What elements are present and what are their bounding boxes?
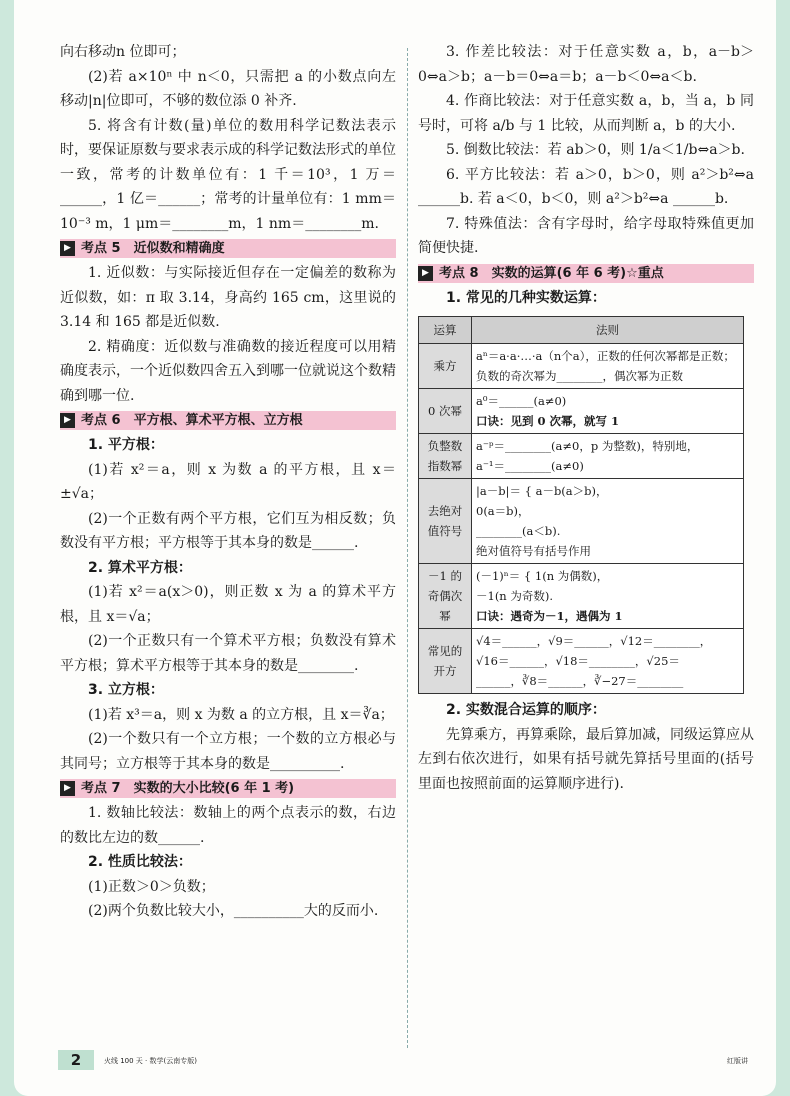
paragraph: (2)两个负数比较大小，__________大的反而小. <box>88 903 379 919</box>
table-cell-rule <box>472 629 744 694</box>
section-heading <box>418 264 754 283</box>
paragraph: 1. 近似数：与实际接近但存在一定偏差的数称为近似数，如：π 取 3.14，身高约 165 cm，这里说的 3.14 和 165 都是近似数. <box>60 265 396 330</box>
rule-line: ________(a＜b). <box>476 524 561 538</box>
section-heading <box>60 779 396 798</box>
table-cell-rule <box>472 434 744 479</box>
section-heading <box>60 411 396 430</box>
paragraph: (1)若 x²＝a(x＞0)，则正数 x 为 a 的算术平方根，且 x＝√a； <box>60 584 396 625</box>
table-cell-op: 去绝对值符号 <box>419 479 472 564</box>
paragraph: 5. 将含有计数(量)单位的数用科学记数法表示时，要保证原数与要求表示成的科学记数法形式的单位一致，常考的计数单位有：1 千＝10³，1 万＝______，1 亿＝______；常考的计量单位有：1 mm＝10⁻³ m，1 μm＝________m，1 nm＝________m. <box>60 117 396 232</box>
footer <box>58 1050 748 1072</box>
footer-right: 红版讲 <box>727 1057 748 1065</box>
rule-line: a⁻ᵖ＝________(a≠0，p 为整数)，特别地， <box>476 439 699 453</box>
table-row <box>419 564 744 629</box>
table-cell-rule <box>472 479 744 564</box>
section-heading-text: 考点 7 实数的大小比较(6 年 1 考) <box>81 781 295 796</box>
rule-line: 0(a＝b)， <box>476 504 530 518</box>
table-header-op: 运算 <box>419 317 472 344</box>
paragraph: (2)若 a×10ⁿ 中 n＜0，只需把 a 的小数点向左移动|n|位即可，不够的数位添 0 补齐. <box>60 68 396 109</box>
paragraph: (1)若 x²＝a，则 x 为数 a 的平方根，且 x＝±√a； <box>60 461 396 502</box>
play-arrow-icon: ▶ <box>418 266 433 281</box>
paragraph: (1)正数＞0＞负数； <box>88 878 215 895</box>
table-cell-op: 乘方 <box>419 344 472 389</box>
play-arrow-icon: ▶ <box>60 781 75 796</box>
rule-line: aⁿ＝a·a·…·a（n个a），正数的任何次幂都是正数；负数的奇次幂为________，偶次幂为正数 <box>476 349 735 383</box>
page <box>14 0 776 1096</box>
rule-line: a⁻¹＝________(a≠0) <box>476 459 584 473</box>
rule-line: ______，∛8＝______，∛−27＝________ <box>476 674 684 688</box>
paragraph: 先算乘方，再算乘除，最后算加减，同级运算应从左到右依次进行，如果有括号就先算括号里面的(括号里面也按照前面的运算顺序进行). <box>418 726 754 792</box>
section-heading-text: 考点 5 近似数和精确度 <box>81 241 225 256</box>
table-row <box>419 344 744 389</box>
paragraph: 2. 精确度：近似数与准确数的接近程度可以用精确度表示，一个近似数四舍五入到哪一位就说这个数精确到哪一位. <box>60 338 396 404</box>
table-row <box>419 629 744 694</box>
rule-line: －1(n 为奇数). <box>476 589 554 603</box>
table-cell-op: 常见的开方 <box>419 629 472 694</box>
paragraph: 4. 作商比较法：对于任意实数 a，b，当 a，b 同号时，可将 a/b 与 1 比较，从而判断 a，b 的大小. <box>418 93 754 134</box>
section-heading-text: 考点 8 实数的运算(6 年 6 考)☆重点 <box>439 265 664 281</box>
rule-line: 口诀：见到 0 次幂，就写 1 <box>476 414 620 428</box>
table-cell-op: 负整数指数幂 <box>419 434 472 479</box>
paragraph: 1. 数轴比较法：数轴上的两个点表示的数，右边的数比左边的数______. <box>60 805 396 846</box>
paragraph: (2)一个正数只有一个算术平方根；负数没有算术平方根；算术平方根等于其本身的数是________. <box>60 633 396 674</box>
paragraph: 7. 特殊值法：含有字母时，给字母取特殊值更加简便快捷. <box>418 215 754 256</box>
paragraph: 向右移动n 位即可； <box>60 44 186 60</box>
column-divider <box>407 48 408 1048</box>
operations-table <box>418 316 744 694</box>
paragraph: (1)若 x³＝a，则 x 为数 a 的立方根，且 x＝∛a； <box>88 706 394 723</box>
table-cell-op: －1 的奇偶次幂 <box>419 564 472 629</box>
rule-line: |a－b|＝ { a－b(a＞b)， <box>476 484 608 498</box>
paragraph: 3. 立方根： <box>88 682 164 698</box>
paragraph: 2. 性质比较法： <box>88 854 192 870</box>
paragraph: 2. 算术平方根： <box>88 559 192 576</box>
table-cell-rule <box>472 564 744 629</box>
table-row <box>419 479 744 564</box>
page-number: 2 <box>58 1050 94 1070</box>
rule-line: a⁰＝______(a≠0) <box>476 394 567 408</box>
paragraph: 1. 平方根： <box>88 437 164 453</box>
paragraph: (2)一个数只有一个立方根；一个数的立方根必与其同号；立方根等于其本身的数是__________. <box>60 731 396 772</box>
section-heading <box>60 239 396 258</box>
left-column <box>60 40 396 924</box>
paragraph: 3. 作差比较法：对于任意实数 a，b，a－b＞0⇔a＞b；a－b＝0⇔a＝b；a－b＜0⇔a＜b. <box>418 44 754 85</box>
table-row <box>419 434 744 479</box>
paragraph: (2)一个正数有两个平方根，它们互为相反数；负数没有平方根；平方根等于其本身的数是______. <box>60 510 396 551</box>
table-row <box>419 389 744 434</box>
rule-line: 口诀：遇奇为－1，遇偶为 1 <box>476 609 623 623</box>
rule-line: √16＝______，√18＝________，√25＝ <box>476 654 680 668</box>
paragraph: 2. 实数混合运算的顺序： <box>446 702 606 718</box>
paragraph: 5. 倒数比较法：若 ab＞0，则 1/a＜1/b⇔a＞b. <box>446 142 745 158</box>
rule-line: (－1)ⁿ＝ { 1(n 为偶数)， <box>476 569 609 583</box>
section-heading-text: 考点 6 平方根、算术平方根、立方根 <box>81 413 303 428</box>
play-arrow-icon: ▶ <box>60 241 75 256</box>
table-header-rule: 法则 <box>472 317 744 344</box>
paragraph: 6. 平方比较法：若 a＞0，b＞0，则 a²＞b²⇔a ______b. 若 a＜0，b＜0，则 a²＞b²⇔a ______b. <box>418 166 754 207</box>
paragraph: 1. 常见的几种实数运算： <box>446 289 606 306</box>
table-cell-rule <box>472 344 744 389</box>
footer-title: 火线 100 天 · 数学(云南专版) <box>104 1057 197 1065</box>
right-column <box>418 40 754 796</box>
table-cell-op: 0 次幂 <box>419 389 472 434</box>
rule-line: 绝对值符号有括号作用 <box>476 544 591 558</box>
table-cell-rule <box>472 389 744 434</box>
play-arrow-icon: ▶ <box>60 413 75 428</box>
rule-line: √4＝______，√9＝______，√12＝________， <box>476 634 712 648</box>
